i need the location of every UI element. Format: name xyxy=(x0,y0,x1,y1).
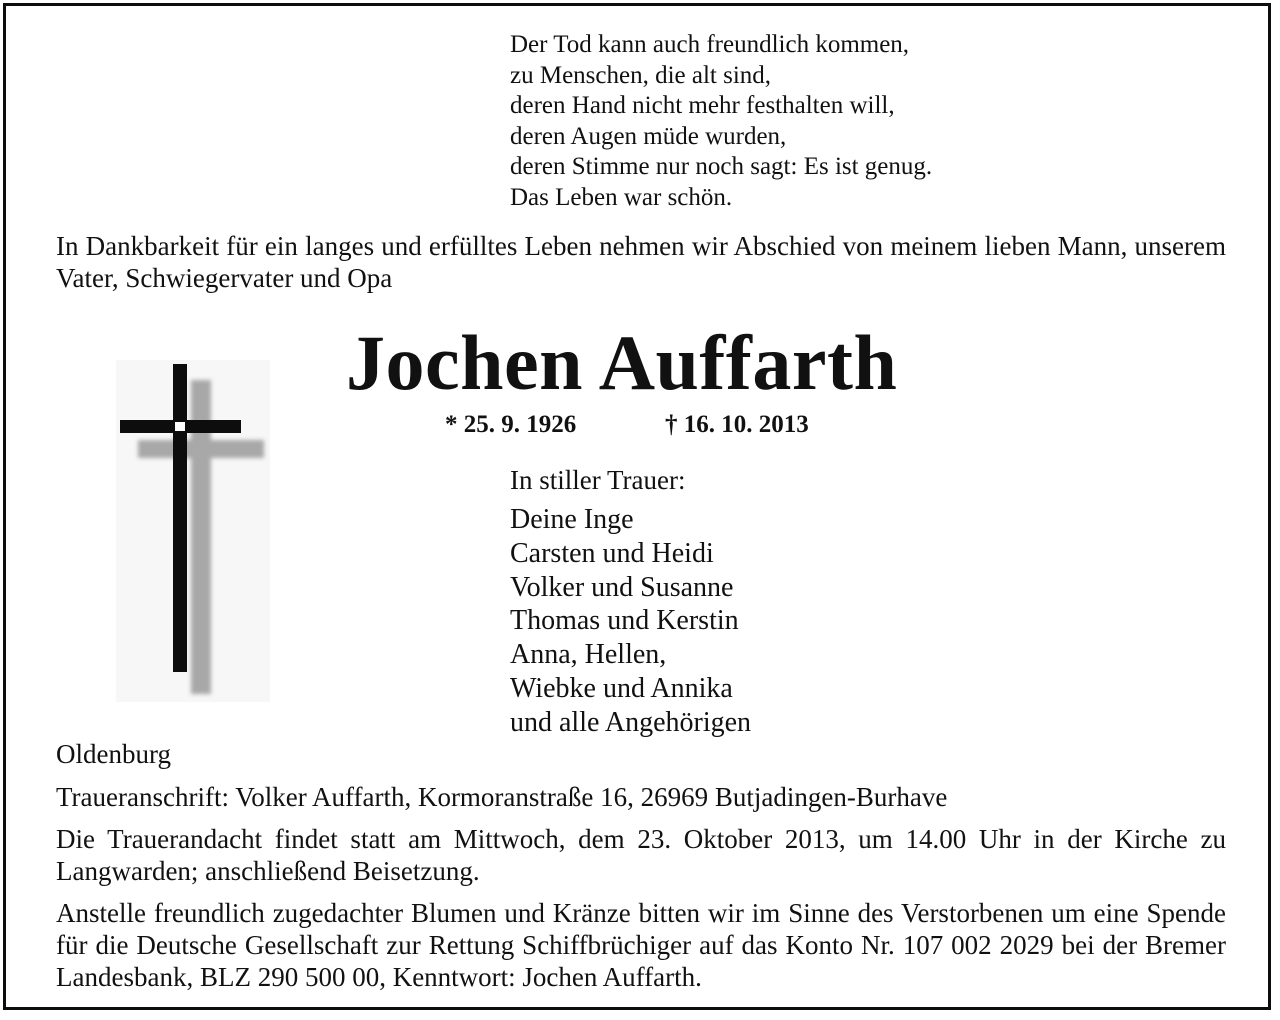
deceased-name: Jochen Auffarth xyxy=(346,319,898,406)
service-info: Die Trauerandacht findet statt am Mittwoch, dem 23. Oktober 2013, um 14.00 Uhr in der Kirche zu Langwarden; anschließend Beisetzung. xyxy=(56,824,1226,886)
poem-line: deren Augen müde wurden, xyxy=(510,122,787,150)
mourners-list xyxy=(510,503,751,740)
poem xyxy=(510,30,932,213)
poem-line: deren Hand nicht mehr festhalten will, xyxy=(510,92,895,119)
mourning-address: Traueranschrift: Volker Auffarth, Kormoranstraße 16, 26969 Butjadingen-Burhave xyxy=(56,782,948,812)
mourner-name: Thomas und Kerstin xyxy=(510,605,739,637)
city: Oldenburg xyxy=(56,739,171,769)
donation-info: Anstelle freundlich zugedachter Blumen und Kränze bitten wir im Sinne des Verstorbenen um eine Spende für die Deutsche Gesellschaft zur Rettung Schiffbrüchiger auf das Konto Nr. 107 002 2029 bei der Bremer Landesbank, BLZ 290 500 00, Kenntwort: Jochen Auffarth. xyxy=(56,898,1226,992)
cross-icon xyxy=(116,360,270,702)
poem-line: Das Leben war schön. xyxy=(510,183,733,211)
mourner-name: Deine Inge xyxy=(510,504,634,535)
intro-text: In Dankbarkeit für ein langes und erfülltes Leben nehmen wir Abschied von meinem lieben Mann, unserem Vater, Schwiegervater und Opa xyxy=(56,231,1226,293)
poem-line: deren Stimme nur noch sagt: Es ist genug. xyxy=(510,153,933,180)
poem-line: Der Tod kann auch freundlich kommen, xyxy=(510,31,910,58)
mourning-heading: In stiller Trauer: xyxy=(510,465,686,495)
mourner-name: Carsten und Heidi xyxy=(510,537,714,569)
mourner-name: Wiebke und Annika xyxy=(510,672,733,704)
death-date: † 16. 10. 2013 xyxy=(665,411,809,438)
mourner-name: Anna, Hellen, xyxy=(510,639,667,671)
mourner-name: Volker und Susanne xyxy=(510,571,734,603)
poem-line: zu Menschen, die alt sind, xyxy=(510,61,772,89)
mourner-name: und alle Angehörigen xyxy=(510,706,752,738)
birth-date: * 25. 9. 1926 xyxy=(445,411,577,438)
